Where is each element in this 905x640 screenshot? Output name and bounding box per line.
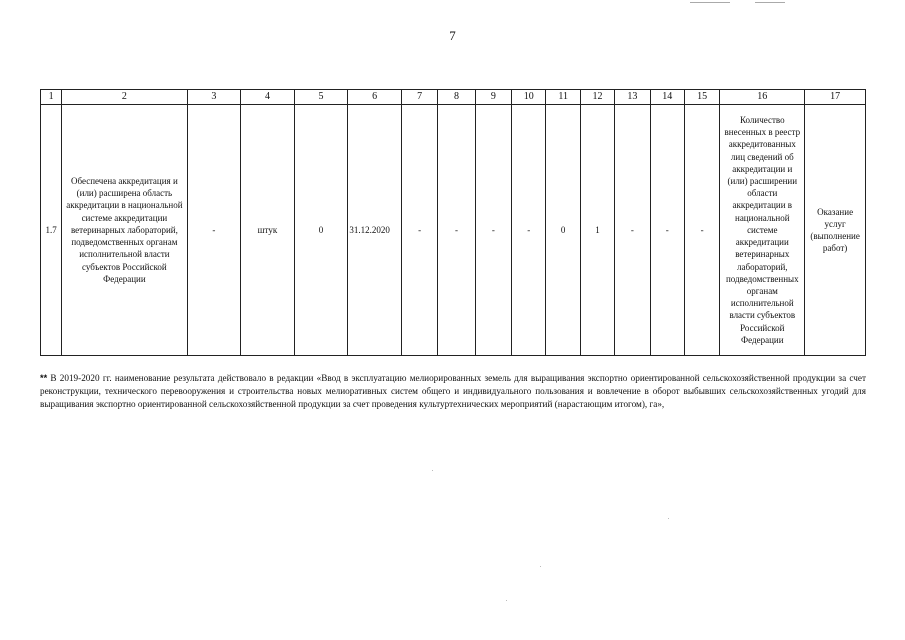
cell-col-10: - xyxy=(512,105,546,356)
cell-col-3: - xyxy=(187,105,241,356)
cell-col-13: - xyxy=(615,105,650,356)
footnote-marker: ** xyxy=(40,373,48,383)
column-number-12: 12 xyxy=(580,90,614,105)
cell-col-14: - xyxy=(650,105,684,356)
scan-speck xyxy=(432,470,433,471)
column-number-2: 2 xyxy=(62,90,187,105)
column-number-7: 7 xyxy=(401,90,437,105)
scan-speck xyxy=(506,600,507,601)
scan-mark xyxy=(755,2,785,3)
column-number-14: 14 xyxy=(650,90,684,105)
row-number-cell: 1.7 xyxy=(41,105,62,356)
column-number-15: 15 xyxy=(684,90,719,105)
unit-cell: штук xyxy=(241,105,295,356)
cell-col-8: - xyxy=(438,105,475,356)
scan-speck xyxy=(668,518,669,519)
type-cell: Оказание услуг (выполнение работ) xyxy=(805,105,866,356)
column-number-1: 1 xyxy=(41,90,62,105)
date-cell: 31.12.2020 xyxy=(348,105,402,356)
cell-col-15: - xyxy=(684,105,719,356)
column-number-4: 4 xyxy=(241,90,295,105)
footnote-text: В 2019-2020 гг. наименование результата действовало в редакции «Ввод в эксплуатацию мелиорированных земель для выращивания экспортно ориентированной сельскохозяйственной продукции за счет реконструкции, технического перевооружения и строительства новых мелиоративных систем общего и индивидуального пользования и вовлечение в оборот выбывших сельскохозяйственных угодий для выращивания экспортно ориентированной сельскохозяйственной продукции за счет проведения культуртехнических мероприятий (нарастающим итогом), га», xyxy=(40,373,866,409)
column-number-8: 8 xyxy=(438,90,475,105)
column-number-10: 10 xyxy=(512,90,546,105)
base-value-cell: 0 xyxy=(294,105,348,356)
indicator-description-cell: Количество внесенных в реестр аккредитованных лиц сведений об аккредитации и (или) расширении области аккредитации в национальной системе аккредитации ветеринарных лабораторий, подведомственных органам исполнительной власти субъектов Российской Федерации xyxy=(720,105,805,356)
scan-speck xyxy=(540,566,541,567)
footnote xyxy=(40,372,866,410)
column-number-16: 16 xyxy=(720,90,805,105)
cell-col-11: 0 xyxy=(546,105,580,356)
table-header-row xyxy=(41,90,866,105)
cell-col-12: 1 xyxy=(580,105,614,356)
results-table xyxy=(40,89,866,356)
column-number-6: 6 xyxy=(348,90,402,105)
page-number: 7 xyxy=(449,28,456,43)
result-name-cell: Обеспечена аккредитация и (или) расширена область аккредитации в национальной системе аккредитации ветеринарных лабораторий, подведомственных органам исполнительной власти субъектов Российской Федерации xyxy=(62,105,187,356)
table-row xyxy=(41,105,866,356)
column-number-13: 13 xyxy=(615,90,650,105)
column-number-17: 17 xyxy=(805,90,866,105)
cell-col-9: - xyxy=(475,105,511,356)
cell-col-7: - xyxy=(401,105,437,356)
column-number-9: 9 xyxy=(475,90,511,105)
scan-mark xyxy=(690,2,730,3)
column-number-3: 3 xyxy=(187,90,241,105)
column-number-5: 5 xyxy=(294,90,348,105)
column-number-11: 11 xyxy=(546,90,580,105)
